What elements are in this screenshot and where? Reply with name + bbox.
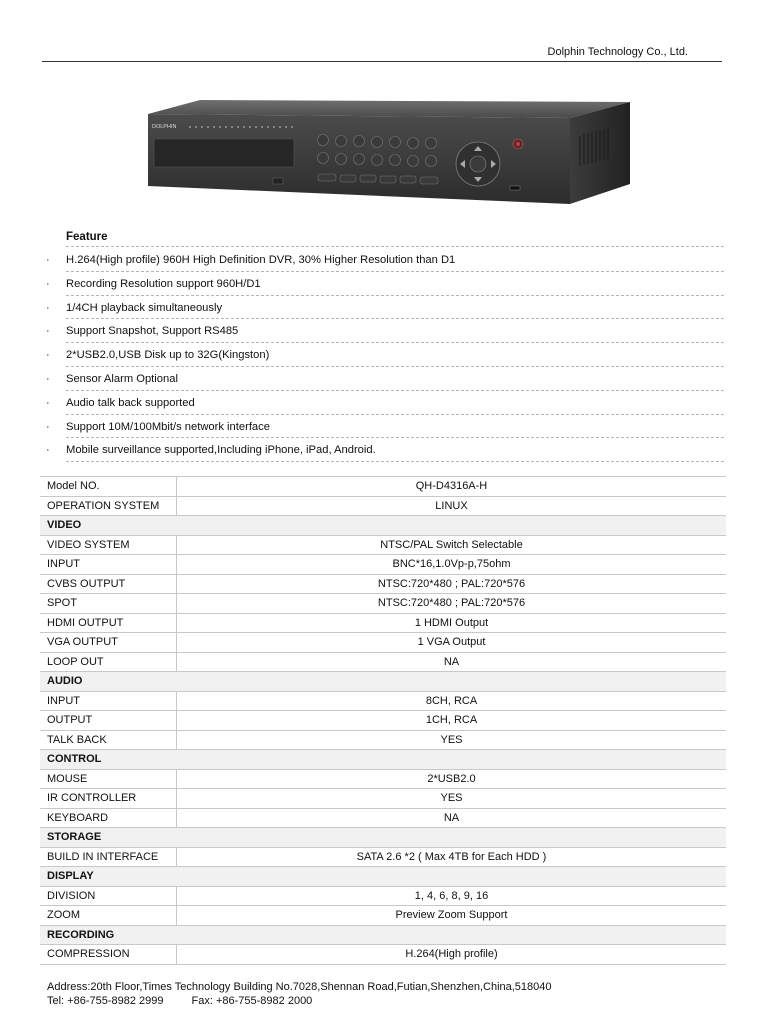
spec-value: LINUX: [177, 496, 727, 516]
spec-value: NTSC:720*480 ; PAL:720*576: [177, 574, 727, 594]
table-row: [40, 711, 726, 731]
spec-label: Model NO.: [40, 477, 177, 497]
spec-value: NA: [177, 808, 727, 828]
feature-text: H.264(High profile) 960H High Definition DVR, 30% Higher Resolution than D1: [66, 254, 456, 266]
section-heading: CONTROL: [40, 750, 726, 770]
spec-label: HDMI OUTPUT: [40, 613, 177, 633]
spec-value: NA: [177, 652, 727, 672]
table-row: [40, 730, 726, 750]
table-row: [40, 652, 726, 672]
spec-label: COMPRESSION: [40, 945, 177, 965]
table-row: [40, 945, 726, 965]
list-item: [0, 296, 768, 319]
bullet: ·: [46, 444, 50, 457]
section-row: [40, 828, 726, 848]
table-row: [40, 633, 726, 653]
bullet: ·: [46, 372, 50, 385]
spec-label: MOUSE: [40, 769, 177, 789]
feature-text: 2*USB2.0,USB Disk up to 32G(Kingston): [66, 349, 270, 362]
table-row: [40, 594, 726, 614]
table-row: [40, 789, 726, 809]
spec-label: OPERATION SYSTEM: [40, 496, 177, 516]
company-name: Dolphin Technology Co., Ltd.: [547, 46, 688, 58]
spec-label: IR CONTROLLER: [40, 789, 177, 809]
section-row: [40, 672, 726, 692]
spec-label: INPUT: [40, 555, 177, 575]
spec-value: 8CH, RCA: [177, 691, 727, 711]
feature-text: Sensor Alarm Optional: [66, 372, 178, 385]
spec-label: DIVISION: [40, 886, 177, 906]
spec-value: Preview Zoom Support: [177, 906, 727, 926]
spec-label: KEYBOARD: [40, 808, 177, 828]
spec-value: YES: [177, 789, 727, 809]
spec-value: 1 HDMI Output: [177, 613, 727, 633]
spec-label: INPUT: [40, 691, 177, 711]
spec-label: ZOOM: [40, 906, 177, 926]
footer-phone-line: [47, 994, 552, 1008]
header-rule: [42, 61, 722, 62]
bullet: ·: [46, 396, 50, 409]
spec-value: H.264(High profile): [177, 945, 727, 965]
feature-list: [0, 248, 768, 462]
bullet: ·: [46, 349, 50, 362]
table-row: [40, 769, 726, 789]
spec-value: 1CH, RCA: [177, 711, 727, 731]
table-row: [40, 496, 726, 516]
footer-contact: [47, 980, 552, 1008]
section-heading: STORAGE: [40, 828, 726, 848]
table-row: [40, 847, 726, 867]
section-row: [40, 867, 726, 887]
spec-value: QH-D4316A-H: [177, 477, 727, 497]
spec-value: SATA 2.6 *2 ( Max 4TB for Each HDD ): [177, 847, 727, 867]
footer-address: Address:20th Floor,Times Technology Building No.7028,Shennan Road,Futian,Shenzhen,China,518040: [47, 981, 552, 993]
list-item: [0, 415, 768, 438]
feature-text: Audio talk back supported: [66, 396, 195, 409]
table-row: [40, 691, 726, 711]
section-heading: DISPLAY: [40, 867, 726, 887]
list-item: [0, 272, 768, 295]
table-row: [40, 613, 726, 633]
spec-value: NTSC:720*480 ; PAL:720*576: [177, 594, 727, 614]
list-item: [0, 343, 768, 366]
feature-text: Support Snapshot, Support RS485: [66, 325, 239, 338]
spec-value: BNC*16,1.0Vp-p,75ohm: [177, 555, 727, 575]
brand-logo: DOLPHIN: [152, 124, 177, 130]
table-row: [40, 808, 726, 828]
table-row: [40, 906, 726, 926]
section-row: [40, 516, 726, 536]
section-heading: VIDEO: [40, 516, 726, 536]
section-heading: AUDIO: [40, 672, 726, 692]
section-row: [40, 925, 726, 945]
table-row: [40, 535, 726, 555]
feature-text: Mobile surveillance supported,Including iPhone, iPad, Android.: [66, 444, 376, 457]
table-row: [40, 477, 726, 497]
table-row: [40, 886, 726, 906]
bullet: ·: [46, 420, 50, 433]
spec-value: 1 VGA Output: [177, 633, 727, 653]
spec-label: SPOT: [40, 594, 177, 614]
dvr-product-image: [140, 96, 640, 211]
spec-label: CVBS OUTPUT: [40, 574, 177, 594]
footer-fax: Fax: +86-755-8982 2000: [191, 995, 313, 1007]
spec-value: 1, 4, 6, 8, 9, 16: [177, 886, 727, 906]
spec-label: LOOP OUT: [40, 652, 177, 672]
table-row: [40, 574, 726, 594]
bullet: ·: [46, 277, 50, 290]
feature-heading-rule: [66, 246, 724, 247]
section-row: [40, 750, 726, 770]
spec-value: YES: [177, 730, 727, 750]
spec-label: TALK BACK: [40, 730, 177, 750]
list-item: [0, 438, 768, 461]
spec-value: 2*USB2.0: [177, 769, 727, 789]
list-item: [0, 248, 768, 271]
spec-table: [40, 476, 726, 965]
spec-label: OUTPUT: [40, 711, 177, 731]
spec-label: BUILD IN INTERFACE: [40, 847, 177, 867]
spec-label: VGA OUTPUT: [40, 633, 177, 653]
list-item: [0, 391, 768, 414]
feature-heading: Feature: [66, 231, 108, 243]
feature-text: 1/4CH playback simultaneously: [66, 301, 223, 314]
spec-label: VIDEO SYSTEM: [40, 535, 177, 555]
footer-tel: Tel: +86-755-8982 2999: [47, 995, 164, 1007]
section-heading: RECORDING: [40, 925, 726, 945]
list-item: [0, 319, 768, 342]
bullet: ·: [46, 301, 50, 314]
bullet: ·: [46, 325, 50, 338]
spec-value: NTSC/PAL Switch Selectable: [177, 535, 727, 555]
table-row: [40, 555, 726, 575]
feature-text: Recording Resolution support 960H/D1: [66, 277, 261, 290]
feature-text: Support 10M/100Mbit/s network interface: [66, 420, 270, 433]
bullet: ·: [46, 254, 50, 266]
list-item: [0, 367, 768, 390]
